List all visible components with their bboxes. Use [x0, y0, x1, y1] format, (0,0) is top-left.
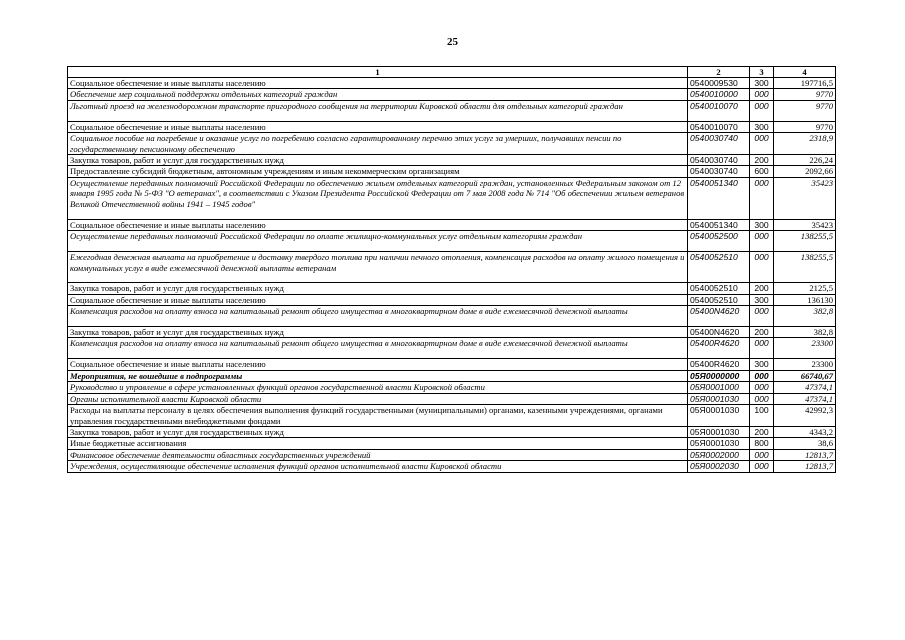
- row-code: 0540052510: [688, 294, 750, 305]
- table-row: [68, 449, 836, 460]
- row-name: Осуществление переданных полномочий Российской Федерации по обеспечению жильем отдельных категорий граждан, установленных Федеральным законом от 12 января 1995 года № 5-ФЗ "О ветеранах", в соответствии с Указом Президента Российской Федерации от 7 мая 2008 года № 714 "Об обеспечении жильем ветеранов Великой Отечественной войны 1941 – 1945 годов": [68, 177, 688, 219]
- row-amount: 38,6: [774, 438, 836, 449]
- row-name: Компенсация расходов на оплату взноса на капитальный ремонт общего имущества в многоквартирном доме в виде ежемесячной денежной выплаты: [68, 338, 688, 359]
- row-name: Социальное обеспечение и иные выплаты населению: [68, 294, 688, 305]
- row-amount: 2092,66: [774, 166, 836, 177]
- row-code: 05Я0001030: [688, 405, 750, 427]
- row-amount: 197716,5: [774, 78, 836, 89]
- row-code: 05400N4620: [688, 327, 750, 338]
- table-row: [68, 155, 836, 166]
- header-col-1: 1: [68, 67, 688, 78]
- row-name: Компенсация расходов на оплату взноса на капитальный ремонт общего имущества в многоквартирном доме в виде ежемесячной денежной выплаты: [68, 306, 688, 327]
- row-amount: 226,24: [774, 155, 836, 166]
- row-expense-type: 000: [750, 252, 774, 283]
- row-expense-type: 000: [750, 461, 774, 472]
- row-expense-type: 000: [750, 133, 774, 155]
- row-code: 05Я0002000: [688, 449, 750, 460]
- row-amount: 9770: [774, 100, 836, 121]
- row-amount: 2318,9: [774, 133, 836, 155]
- table-row: [68, 338, 836, 359]
- row-code: 0540051340: [688, 219, 750, 230]
- row-name: Осуществление переданных полномочий Российской Федерации по оплате жилищно-коммунальных услуг отдельным категориям граждан: [68, 231, 688, 252]
- table-row: [68, 382, 836, 393]
- row-name: Органы исполнительной власти Кировской области: [68, 393, 688, 404]
- row-expense-type: 000: [750, 306, 774, 327]
- row-name: Социальное пособие на погребение и оказание услуг по погребению согласно гарантированному перечню этих услуг за умерших, получавших пенсии по государственному пенсионному обеспечению: [68, 133, 688, 155]
- row-name: Закупка товаров, работ и услуг для государственных нужд: [68, 283, 688, 294]
- row-code: 05Я0001030: [688, 438, 750, 449]
- row-amount: 23300: [774, 359, 836, 370]
- row-expense-type: 600: [750, 166, 774, 177]
- row-name: Социальное обеспечение и иные выплаты населению: [68, 359, 688, 370]
- table-row: [68, 177, 836, 219]
- row-expense-type: 300: [750, 294, 774, 305]
- table-row: [68, 283, 836, 294]
- table-row: [68, 306, 836, 327]
- budget-table: [67, 66, 836, 473]
- row-code: 05Я0002030: [688, 461, 750, 472]
- row-code: 0540051340: [688, 177, 750, 219]
- row-code: 05Я0001000: [688, 382, 750, 393]
- row-expense-type: 300: [750, 359, 774, 370]
- row-amount: 9770: [774, 89, 836, 100]
- row-name: Ежегодная денежная выплата на приобретение и доставку твердого топлива при наличии печного отопления, компенсация расходов на оплату жилого помещения и коммунальных услуг в виде ежемесячной денежной выплаты ветеранам: [68, 252, 688, 283]
- row-expense-type: 300: [750, 78, 774, 89]
- row-name: Социальное обеспечение и иные выплаты населению: [68, 121, 688, 132]
- table-row: [68, 438, 836, 449]
- table-row: [68, 133, 836, 155]
- row-code: 0540030740: [688, 133, 750, 155]
- row-amount: 47374,1: [774, 393, 836, 404]
- row-name: Закупка товаров, работ и услуг для государственных нужд: [68, 155, 688, 166]
- row-expense-type: 000: [750, 100, 774, 121]
- table-row: [68, 219, 836, 230]
- row-code: 0540010070: [688, 100, 750, 121]
- row-expense-type: 800: [750, 438, 774, 449]
- row-amount: 35423: [774, 177, 836, 219]
- row-amount: 12813,7: [774, 449, 836, 460]
- row-code: 05400N4620: [688, 306, 750, 327]
- row-name: Учреждения, осуществляющие обеспечение исполнения функций органов исполнительной власти Кировской области: [68, 461, 688, 472]
- row-expense-type: 200: [750, 426, 774, 437]
- row-expense-type: 200: [750, 155, 774, 166]
- row-name: Руководство и управление в сфере установленных функций органов государственной власти Кировской области: [68, 382, 688, 393]
- table-row: [68, 461, 836, 472]
- row-expense-type: 000: [750, 338, 774, 359]
- row-code: 0540052500: [688, 231, 750, 252]
- row-amount: 138255,5: [774, 231, 836, 252]
- header-col-4: 4: [774, 67, 836, 78]
- row-amount: 35423: [774, 219, 836, 230]
- row-code: 0540010070: [688, 121, 750, 132]
- table-row: [68, 166, 836, 177]
- row-amount: 66740,67: [774, 370, 836, 381]
- table-row: [68, 294, 836, 305]
- row-name: Льготный проезд на железнодорожном транспорте пригородного сообщения на территории Кировской области для отдельных категорий граждан: [68, 100, 688, 121]
- row-code: 0540009530: [688, 78, 750, 89]
- row-expense-type: 300: [750, 219, 774, 230]
- row-code: 0540052510: [688, 252, 750, 283]
- row-code: 0540030740: [688, 166, 750, 177]
- table-row: [68, 426, 836, 437]
- row-expense-type: 000: [750, 177, 774, 219]
- table-row: [68, 327, 836, 338]
- row-expense-type: 000: [750, 370, 774, 381]
- row-amount: 12813,7: [774, 461, 836, 472]
- row-expense-type: 200: [750, 327, 774, 338]
- header-col-3: 3: [750, 67, 774, 78]
- row-expense-type: 000: [750, 449, 774, 460]
- table-row: [68, 78, 836, 89]
- row-name: Расходы на выплаты персоналу в целях обеспечения выполнения функций государственными (муниципальными) органами, казенными учреждениями, органами управления государственными внебюджетными фондами: [68, 405, 688, 427]
- row-amount: 136130: [774, 294, 836, 305]
- row-expense-type: 200: [750, 283, 774, 294]
- row-code: 0540010000: [688, 89, 750, 100]
- row-name: Социальное обеспечение и иные выплаты населению: [68, 219, 688, 230]
- table-header-row: [68, 67, 836, 78]
- row-expense-type: 000: [750, 382, 774, 393]
- row-amount: 138255,5: [774, 252, 836, 283]
- row-amount: 42992,3: [774, 405, 836, 427]
- row-name: Закупка товаров, работ и услуг для государственных нужд: [68, 426, 688, 437]
- row-expense-type: 300: [750, 121, 774, 132]
- table-row: [68, 231, 836, 252]
- table-row: [68, 405, 836, 427]
- row-code: 05Я0001030: [688, 393, 750, 404]
- row-amount: 2125,5: [774, 283, 836, 294]
- row-expense-type: 100: [750, 405, 774, 427]
- table-row: [68, 100, 836, 121]
- row-amount: 4343,2: [774, 426, 836, 437]
- row-name: Иные бюджетные ассигнования: [68, 438, 688, 449]
- row-amount: 382,8: [774, 306, 836, 327]
- row-code: 05Я0001030: [688, 426, 750, 437]
- row-code: 05400R4620: [688, 359, 750, 370]
- row-name: Обеспечение мер социальной поддержки отдельных категорий граждан: [68, 89, 688, 100]
- table-row: [68, 89, 836, 100]
- table-row: [68, 121, 836, 132]
- row-amount: 382,8: [774, 327, 836, 338]
- row-code: 05Я0000000: [688, 370, 750, 381]
- row-amount: 47374,1: [774, 382, 836, 393]
- row-expense-type: 000: [750, 231, 774, 252]
- row-name: Предоставление субсидий бюджетным, автономным учреждениям и иным некоммерческим организациям: [68, 166, 688, 177]
- row-name: Социальное обеспечение и иные выплаты населению: [68, 78, 688, 89]
- row-expense-type: 000: [750, 89, 774, 100]
- row-amount: 23300: [774, 338, 836, 359]
- row-name: Закупка товаров, работ и услуг для государственных нужд: [68, 327, 688, 338]
- row-amount: 9770: [774, 121, 836, 132]
- table-row: [68, 370, 836, 381]
- header-col-2: 2: [688, 67, 750, 78]
- row-code: 0540030740: [688, 155, 750, 166]
- row-name: Мероприятия, не вошедшие в подпрограммы: [68, 370, 688, 381]
- row-code: 05400R4620: [688, 338, 750, 359]
- row-name: Финансовое обеспечение деятельности областных государственных учреждений: [68, 449, 688, 460]
- table-row: [68, 252, 836, 283]
- table-row: [68, 393, 836, 404]
- page-number: 25: [447, 36, 458, 48]
- row-expense-type: 000: [750, 393, 774, 404]
- table-row: [68, 359, 836, 370]
- row-code: 0540052510: [688, 283, 750, 294]
